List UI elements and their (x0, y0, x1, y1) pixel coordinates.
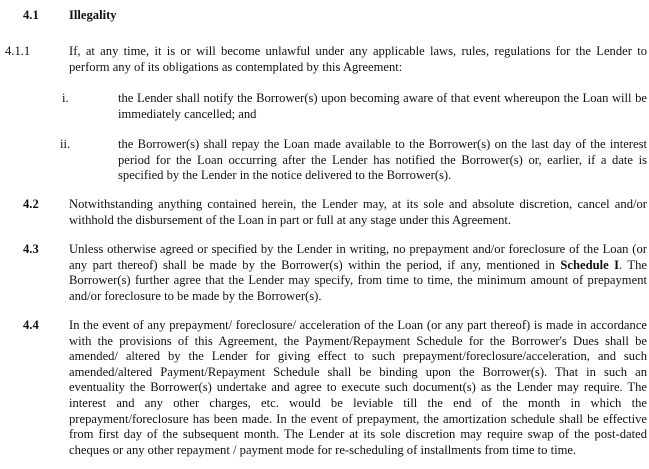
clause-4-3-number: 4.3 (23, 242, 39, 256)
item-i-marker: i. (62, 91, 69, 105)
item-ii-marker: ii. (60, 137, 71, 151)
clause-4-3-text-before: Unless otherwise agreed or specified by the Lender in writing, no prepayment and/or foreclosure of the Loan (or any part thereof) shall be made by the Borrower(s) within the period, if any, mentioned in (69, 242, 647, 272)
clause-4-1-1-number: 4.1.1 (5, 44, 31, 58)
clause-4-3-text-after: . The Borrower(s) further agree that the Lender may specify, from time to time, the minimum amount of prepayment and/or foreclosure to be made by the Borrower(s). (69, 257, 647, 303)
section-number: 4.1 (23, 8, 39, 22)
clause-4-3-text (69, 242, 647, 304)
clause-4-2-number: 4.2 (23, 197, 39, 211)
item-i-text: the Lender shall notify the Borrower(s) upon becoming aware of that event whereupon the Loan will be immediately cancelled; and (118, 91, 647, 121)
item-ii-text: the Borrower(s) shall repay the Loan made available to the Borrower(s) on the last day of the interest period for the Loan occurring after the Lender has notified the Borrower(s) or, earlier, if a date is specified by the Lender in the notice delivered to the Borrower(s). (118, 137, 647, 183)
clause-4-1-1-text: If, at any time, it is or will become unlawful under any applicable laws, rules, regulations for the Lender to perform any of its obligations as contemplated by this Agreement: (69, 44, 647, 74)
clause-4-4-number: 4.4 (23, 318, 39, 332)
schedule-reference: Schedule I (560, 257, 620, 272)
section-title: Illegality (69, 8, 117, 22)
clause-4-4-text: In the event of any prepayment/ foreclosure/ acceleration of the Loan (or any part thereof) is made in accordance with the provisions of this Agreement, the Payment/Repayment Schedule for the Borrower's Dues shall be amended/ altered by the Lender for giving effect to such prepayment/foreclosure/acceleration, and such amended/altered Payment/Repayment Schedule shall be binding upon the Borrower(s). That in such an eventuality the Borrower(s) undertake and agree to execute such document(s) as the Lender may require. The interest and any other charges, etc. would be leviable till the end of the month in which the prepayment/foreclosure has been made. In the event of prepayment, the amortization schedule shall be effective from first day of the subsequent month. The Lender at its sole discretion may require swap of the post-dated cheques or any other repayment / payment mode for re-scheduling of installments from time to time. (69, 318, 647, 457)
clause-4-2-text: Notwithstanding anything contained herein, the Lender may, at its sole and absolute discretion, cancel and/or withhold the disbursement of the Loan in part or full at any stage under this Agreement. (69, 197, 647, 227)
